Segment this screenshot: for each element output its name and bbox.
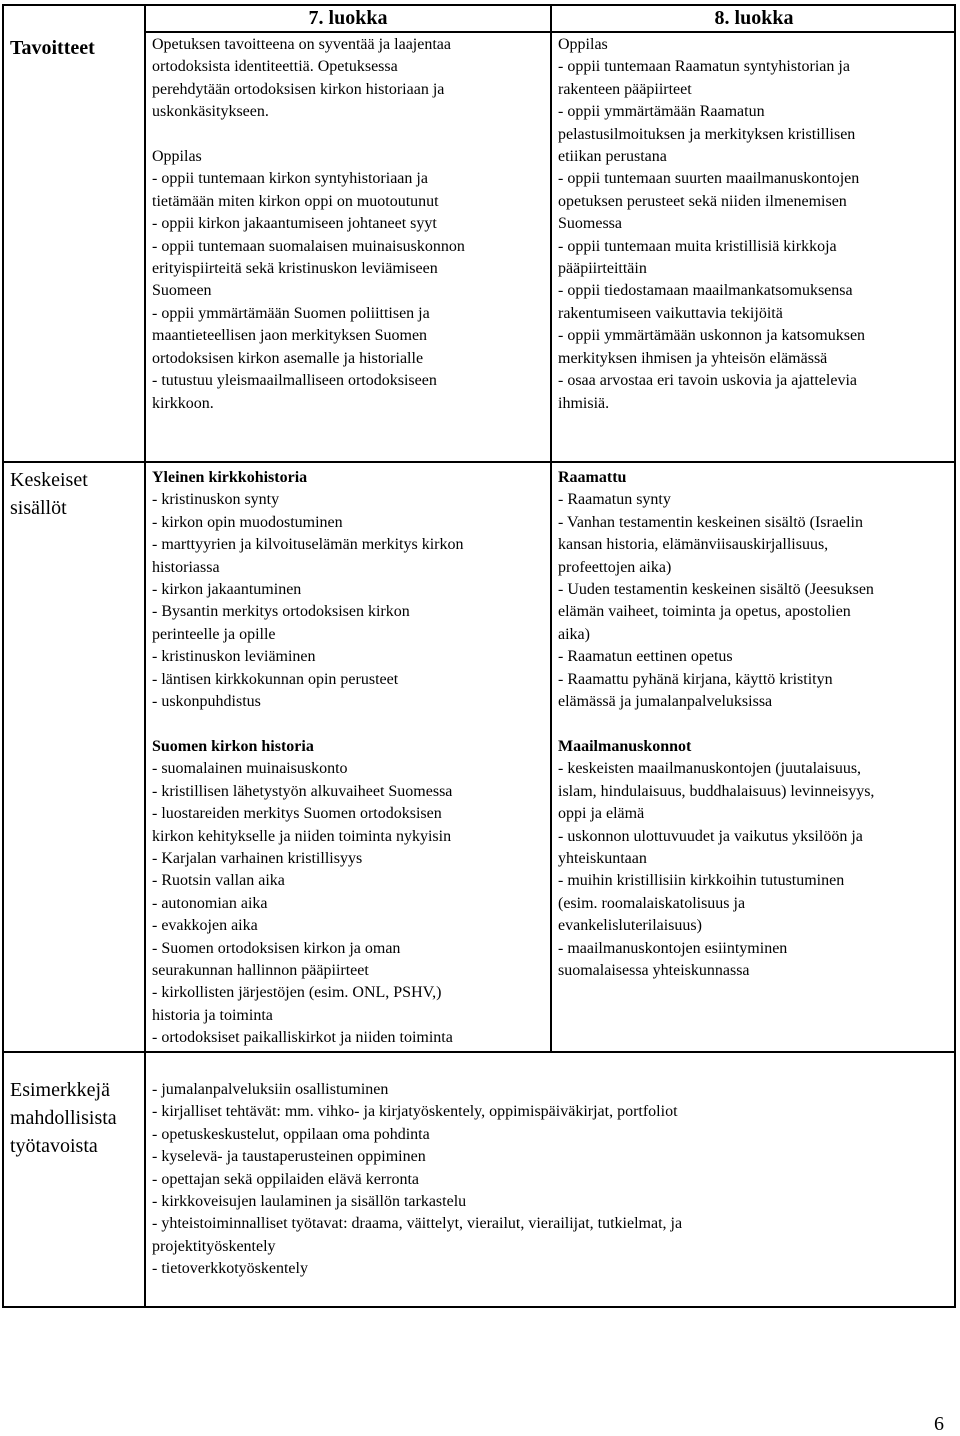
goals8-line: Oppilas: [558, 36, 608, 53]
goals8-line: pääpiirteittäin: [558, 260, 647, 278]
content-line: - uskonnon ulottuvuudet ja vaikutus yksilöön ja: [558, 827, 863, 845]
section-title-maailmanuskonnot: Maailmanuskonnot: [558, 737, 692, 755]
goals7-line: ortodoksisen kirkon asemalle ja historialle: [152, 349, 424, 367]
method-line: - opettajan sekä oppilaiden elävä kerronta: [152, 1170, 419, 1188]
spacer-line: [152, 713, 463, 735]
content-line: - Bysantin merkitys ortodoksisen kirkon: [152, 603, 410, 621]
goals7-line: [152, 124, 465, 146]
content-line: - kirkon jakaantuminen: [152, 581, 302, 599]
row-label-tavoitteet: Tavoitteet: [10, 37, 95, 59]
goals7-line: erityispiirteitä sekä kristinuskon leviämiseen: [152, 260, 438, 278]
content-line: historiassa: [152, 558, 220, 576]
goals8-line: rakenteen pääpiirteet: [558, 80, 692, 98]
col-divider-grades: [550, 4, 552, 1053]
goals8-line: opetuksen perusteet sekä niiden ilmenemisen: [558, 192, 847, 210]
goals7-line: Suomeen: [152, 282, 212, 300]
goals7-line: maantieteellisen jaon merkityksen Suomen: [152, 327, 428, 345]
row-divider-goals: [2, 461, 956, 463]
content-grade-7: [152, 467, 463, 1050]
row-label-line: sisällöt: [10, 497, 67, 519]
content-line: yhteiskuntaan: [558, 849, 647, 867]
content-line: - Ruotsin vallan aika: [152, 872, 285, 890]
goals-grade-8: [558, 34, 865, 415]
goals7-line: Opetuksen tavoitteena on syventää ja laajentaa: [152, 36, 451, 53]
content-line: (esim. roomalaiskatolisuus ja: [558, 894, 746, 912]
content-line: elämän vaiheet, toiminta ja opetus, apostolien: [558, 603, 851, 621]
content-line: - kristinuskon leviäminen: [152, 648, 316, 666]
row-label-tyotavat: [10, 1076, 117, 1160]
content-line: - Raamatun synty: [558, 491, 671, 509]
goals7-line: Oppilas: [152, 148, 202, 166]
row-label-line: Keskeiset: [10, 469, 88, 491]
spacer-line: [558, 713, 874, 735]
content-grade-8: [558, 467, 874, 982]
content-line: aika): [558, 625, 590, 643]
goals8-line: - oppii tuntemaan Raamatun syntyhistorian ja: [558, 58, 850, 76]
method-line: - tietoverkkotyöskentely: [152, 1260, 308, 1278]
row-divider-content: [2, 1051, 956, 1053]
method-line: - jumalanpalveluksiin osallistuminen: [152, 1081, 389, 1098]
goals7-line: tietämään miten kirkon oppi on muotoutunut: [152, 192, 439, 210]
content-line: - suomalainen muinaisuskonto: [152, 760, 348, 778]
content-line: - autonomian aika: [152, 894, 268, 912]
goals7-line: kirkkoon.: [152, 394, 214, 412]
goals8-line: - oppii tuntemaan suurten maailmanuskontojen: [558, 170, 860, 188]
method-line: projektityöskentely: [152, 1237, 276, 1255]
goals8-line: - oppii ymmärtämään uskonnon ja katsomuksen: [558, 327, 866, 345]
content-line: historia ja toiminta: [152, 1006, 273, 1024]
content-line: - Raamatun eettinen opetus: [558, 648, 733, 666]
goals8-line: etiikan perustana: [558, 148, 667, 166]
goals7-line: - tutustuu yleismaailmalliseen ortodoksiseen: [152, 372, 437, 390]
content-line: - evakkojen aika: [152, 917, 258, 935]
header-grade-7: 7. luokka: [308, 7, 388, 29]
goals7-line: - oppii kirkon jakaantumiseen johtaneet syyt: [152, 215, 437, 233]
goals8-line: ihmisiä.: [558, 394, 610, 412]
content-line: - Karjalan varhainen kristillisyys: [152, 849, 363, 867]
goals-grade-7: [152, 34, 465, 415]
content-line: - kristillisen lähetystyön alkuvaiheet Suomessa: [152, 782, 453, 800]
content-line: - kirkollisten järjestöjen (esim. ONL, PSHV,): [152, 984, 442, 1002]
content-line: kirkon kehitykselle ja niiden toiminta nykyisin: [152, 827, 452, 845]
section-title-yleinen: Yleinen kirkkohistoria: [152, 469, 308, 486]
content-line: - kristinuskon synty: [152, 491, 280, 509]
content-line: - kirkon opin muodostuminen: [152, 513, 343, 531]
content-line: profeettojen aika): [558, 558, 672, 576]
content-line: suomalaisessa yhteiskunnassa: [558, 961, 750, 979]
work-methods: [152, 1079, 682, 1281]
row-label-line: mahdollisista: [10, 1107, 117, 1129]
col-divider-label: [144, 4, 146, 1308]
method-line: - yhteistoiminnalliset työtavat: draama, väittelyt, vierailut, vierailijat, tutkielmat, ja: [152, 1215, 683, 1233]
goals8-line: - osaa arvostaa eri tavoin uskovia ja ajattelevia: [558, 372, 857, 390]
content-line: seurakunnan hallinnon pääpiirteet: [152, 961, 369, 979]
content-line: - uskonpuhdistus: [152, 693, 261, 711]
goals7-line: - oppii tuntemaan kirkon syntyhistoriaan ja: [152, 170, 428, 188]
row-label-line: työtavoista: [10, 1135, 98, 1157]
content-line: islam, hindulaisuus, buddhalaisuus) levinneisyys,: [558, 782, 875, 800]
content-line: - keskeisten maailmanuskontojen (juutalaisuus,: [558, 760, 862, 778]
row-label-sisallot: [10, 466, 88, 522]
goals7-line: perehdytään ortodoksisen kirkon historiaan ja: [152, 80, 445, 98]
content-line: elämässä ja jumalanpalveluksissa: [558, 693, 773, 711]
goals7-line: ortodoksista identiteettiä. Opetuksessa: [152, 58, 398, 76]
row-label-line: Esimerkkejä: [10, 1079, 110, 1101]
goals8-line: - oppii tiedostamaan maailmankatsomuksensa: [558, 282, 853, 300]
method-line: - kyselevä- ja taustaperusteinen oppiminen: [152, 1148, 426, 1166]
section-title-suomen: Suomen kirkon historia: [152, 737, 314, 755]
content-line: - muihin kristillisiin kirkkoihin tutustuminen: [558, 872, 845, 890]
content-line: - läntisen kirkkokunnan opin perusteet: [152, 670, 399, 688]
goals8-line: - oppii tuntemaan muita kristillisiä kirkkoja: [558, 237, 837, 255]
goals7-line: - oppii ymmärtämään Suomen poliittisen ja: [152, 304, 430, 322]
content-line: kansan historia, elämänviisauskirjallisuus,: [558, 536, 829, 554]
content-line: oppi ja elämä: [558, 805, 645, 823]
content-line: - Vanhan testamentin keskeinen sisältö (Israelin: [558, 513, 863, 531]
goals8-line: pelastusilmoituksen ja merkityksen kristillisen: [558, 125, 856, 143]
method-line: - kirjalliset tehtävät: mm. vihko- ja kirjatyöskentely, oppimispäiväkirjat, portfoliot: [152, 1103, 678, 1121]
content-line: - marttyyrien ja kilvoituselämän merkitys kirkon: [152, 536, 464, 554]
goals7-line: uskonkäsitykseen.: [152, 103, 269, 121]
goals8-line: rakentumiseen vaikuttavia tekijöitä: [558, 304, 783, 322]
content-line: - ortodoksiset paikalliskirkot ja niiden toiminta: [152, 1029, 453, 1047]
section-title-raamattu: Raamattu: [558, 469, 627, 486]
goals8-line: Suomessa: [558, 215, 622, 233]
content-line: perinteelle ja opille: [152, 625, 276, 643]
method-line: - opetuskeskustelut, oppilaan oma pohdinta: [152, 1125, 430, 1143]
goals8-line: merkityksen ihmisen ja yhteisön elämässä: [558, 349, 828, 367]
content-line: - Uuden testamentin keskeinen sisältö (Jeesuksen: [558, 581, 874, 599]
method-line: - kirkkoveisujen laulaminen ja sisällön tarkastelu: [152, 1193, 467, 1211]
content-line: - Suomen ortodoksisen kirkon ja oman: [152, 939, 401, 957]
goals7-line: - oppii tuntemaan suomalaisen muinaisuskonnon: [152, 237, 465, 255]
goals8-line: - oppii ymmärtämään Raamatun: [558, 103, 765, 121]
content-line: - Raamattu pyhänä kirjana, käyttö kristityn: [558, 670, 833, 688]
page-number: 6: [934, 1413, 944, 1435]
header-grade-8: 8. luokka: [714, 7, 794, 29]
content-line: - maailmanuskontojen esiintyminen: [558, 939, 788, 957]
content-line: evankelisluterilaisuus): [558, 917, 702, 935]
content-line: - luostareiden merkitys Suomen ortodoksisen: [152, 805, 442, 823]
